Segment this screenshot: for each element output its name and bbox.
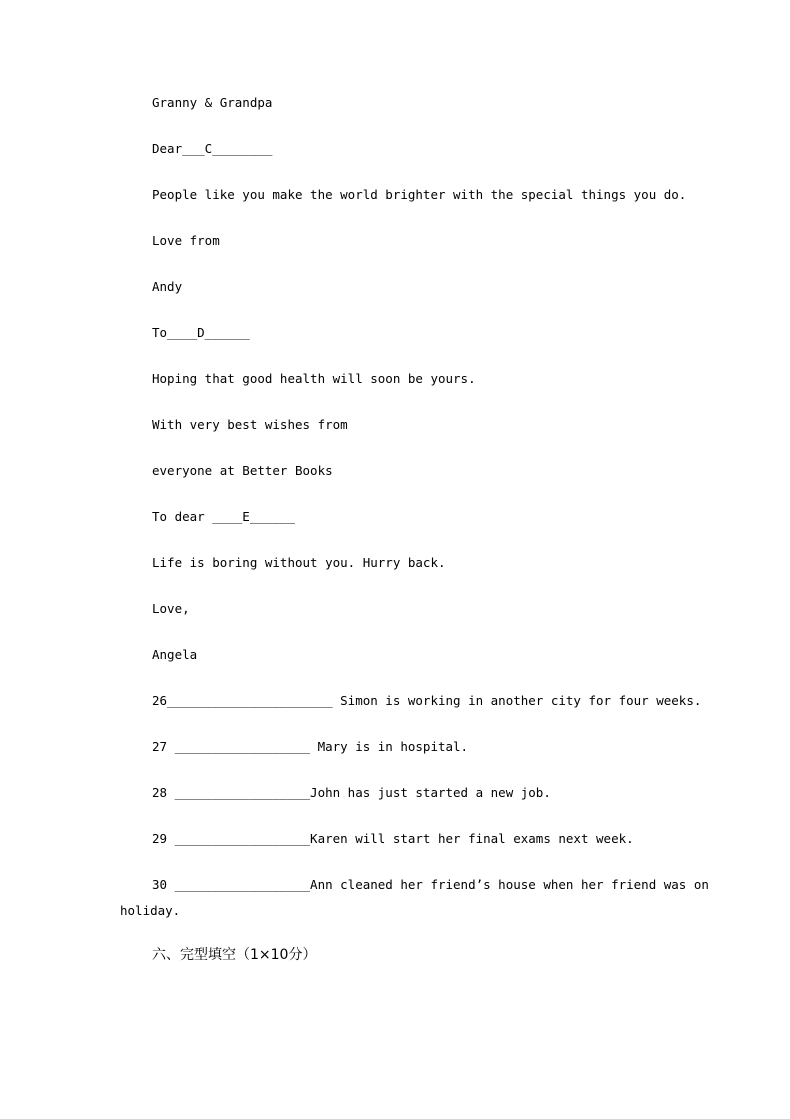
card-line-dear-c: Dear___C________ [152,141,273,156]
card-line-to-d: To____D______ [152,325,250,340]
question-28: 28 __________________John has just started a new job. [152,785,551,800]
question-29: 29 __________________Karen will start her final exams next week. [152,831,634,846]
card-line-better-books: everyone at Better Books [152,463,333,478]
question-26: 26______________________ Simon is working in another city for four weeks. [152,693,702,708]
card-line-andy: Andy [152,279,183,294]
card-line-life-is-boring: Life is boring without you. Hurry back. [152,555,446,570]
question-27: 27 __________________ Mary is in hospital. [152,739,469,754]
question-30-continuation: holiday. [120,903,181,918]
card-line-hoping: Hoping that good health will soon be yours. [152,371,476,386]
card-line-granny-grandpa: Granny & Grandpa [152,95,273,110]
card-line-love-from: Love from [152,233,220,248]
card-line-love: Love, [152,601,190,616]
card-line-people-like-you: People like you make the world brighter with the special things you do. [152,187,687,202]
card-line-to-dear-e: To dear ____E______ [152,509,295,524]
card-line-angela: Angela [152,647,198,662]
question-30: 30 __________________Ann cleaned her friend’s house when her friend was on [152,877,709,892]
section-heading-cloze: 六、完型填空（1×10分） [152,947,317,963]
card-line-best-wishes: With very best wishes from [152,417,348,432]
